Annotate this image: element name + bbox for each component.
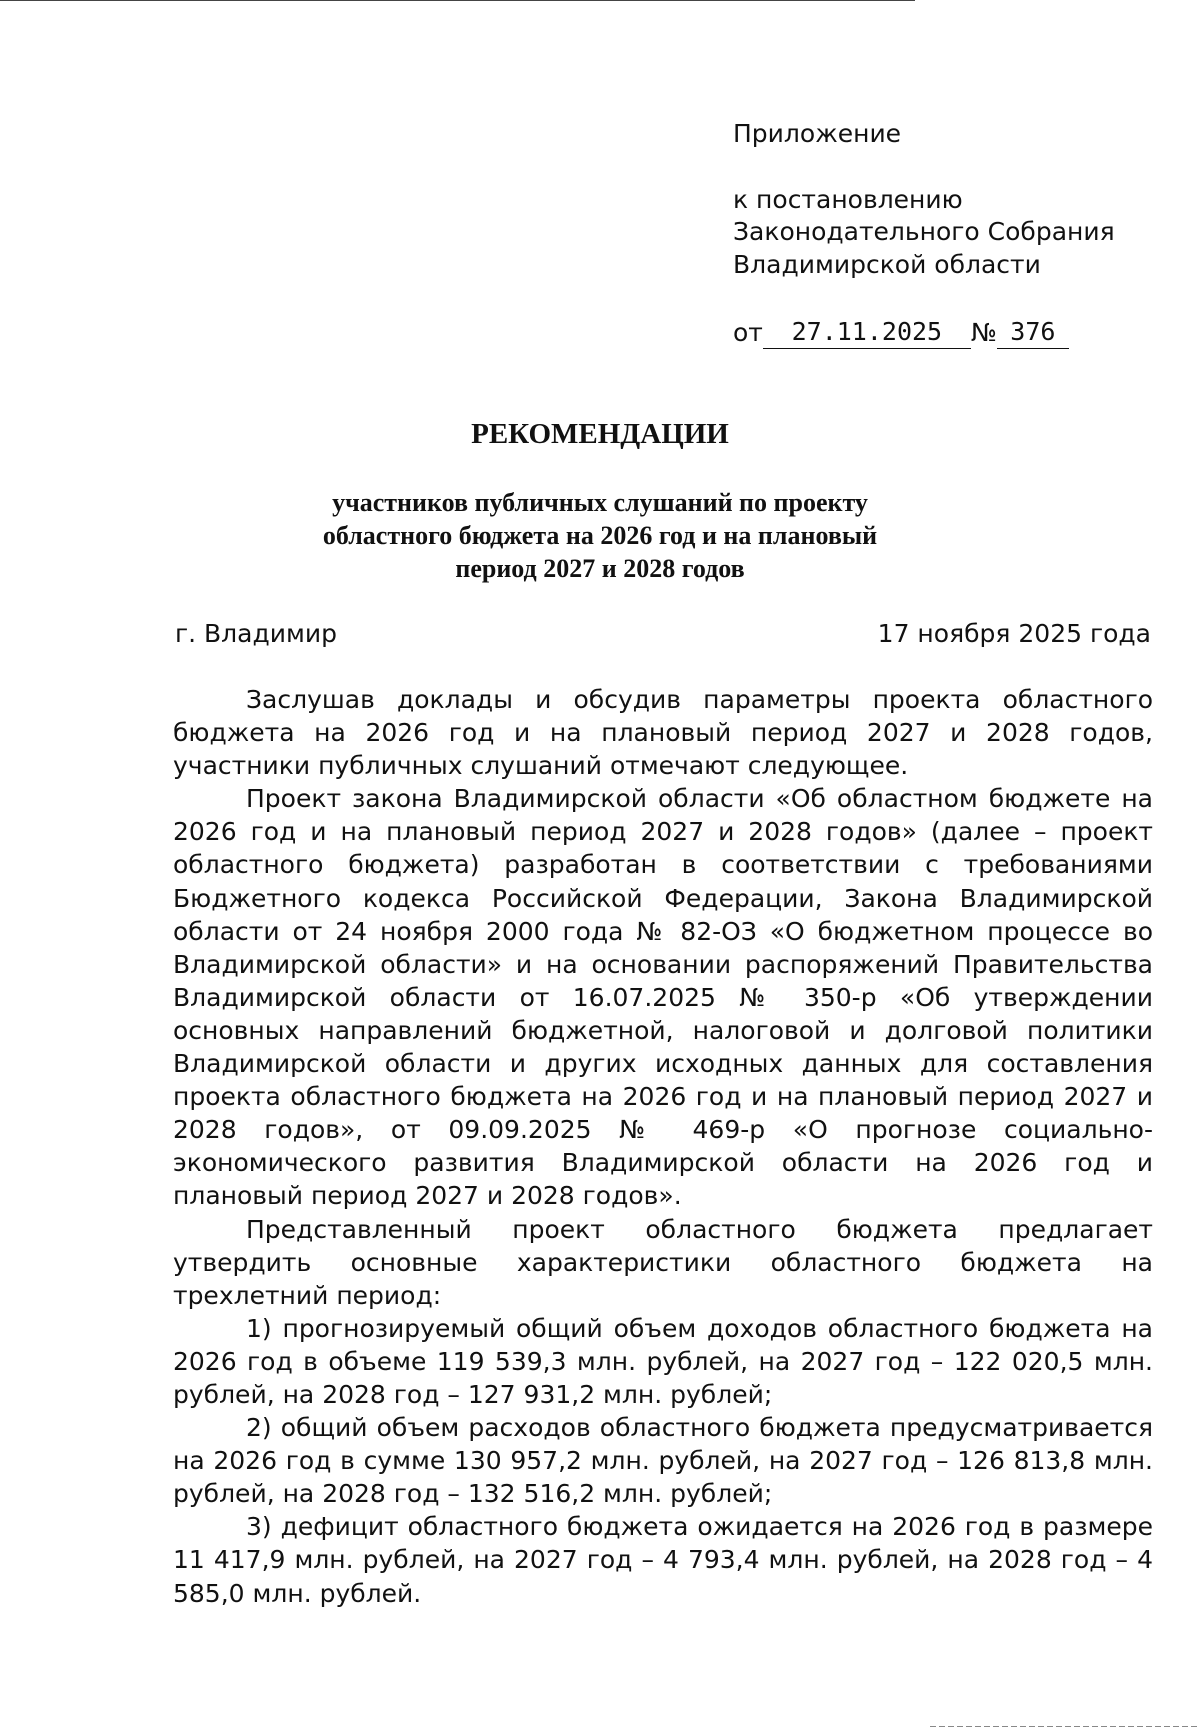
- paragraph-characteristics: Представленный проект областного бюджета предлагает утвердить основные характеристики областного бюджета на трехлетний период:: [173, 1214, 1153, 1310]
- resolution-date: 27.11.2025: [763, 316, 971, 349]
- paragraph-draft-law: Проект закона Владимирской области «Об областном бюджете на 2026 год и на плановый период 2027 и 2028 годов» (далее – проект областного бюджета) разработан в соответствии с требованиями Бюджетного кодекса Российской Федерации, Закона Владимирской области от 24 ноября 2000 года № 82-ОЗ «О бюджетном процессе во Владимирской области» и на основании распоряжений Правительства Владимирской области от 16.07.2025 № 350-р «Об утверждении основных направлений бюджетной, налоговой и долговой политики Владимирской области и других исходных данных для составления проекта областного бюджета на 2026 год и на плановый период 2027 и 2028 годов», от 09.09.2025 № 469-р «О прогнозе социально-экономического развития Владимирской области на 2026 год и плановый период 2027 и 2028 годов».: [173, 784, 1153, 1211]
- appendix-line-assembly: Законодательного Собрания: [733, 217, 1115, 246]
- appendix-heading: Приложение: [733, 119, 902, 148]
- document-title: РЕКОМЕНДАЦИИ: [471, 418, 729, 450]
- appendix-line-resolution: к постановлению: [733, 184, 963, 214]
- paragraph-expenditures: 2) общий объем расходов областного бюджета предусматривается на 2026 год в сумме 130 957,2 млн. рублей, на 2027 год – 126 813,8 млн. рублей, на 2028 год – 132 516,2 млн. рублей;: [173, 1413, 1153, 1509]
- document-subtitle: [300, 486, 900, 585]
- subtitle-line-2: областного бюджета на 2026 год и на плановый: [322, 521, 878, 550]
- resolution-date-row: [733, 316, 1069, 349]
- scan-edge-bottom: [930, 1726, 1200, 1727]
- resolution-number: 376: [997, 316, 1069, 349]
- appendix-block: [733, 118, 1133, 281]
- paragraph-intro: Заслушав доклады и обсудив параметры проекта областного бюджета на 2026 год и на плановый период 2027 и 2028 годов, участники публичных слушаний отмечают следующее.: [173, 685, 1153, 781]
- paragraph-revenues: 1) прогнозируемый общий объем доходов областного бюджета на 2026 год в объеме 119 539,3 млн. рублей, на 2027 год – 122 020,5 млн. рублей, на 2028 год – 127 931,2 млн. рублей;: [173, 1313, 1153, 1409]
- number-prefix: №: [970, 318, 997, 347]
- scan-edge-top: [0, 0, 915, 1]
- place-date-row: [175, 618, 1151, 650]
- document-body: [173, 683, 1153, 1610]
- document-date: 17 ноября 2025 года: [877, 619, 1151, 648]
- place: г. Владимир: [175, 619, 337, 648]
- subtitle-line-3: период 2027 и 2028 годов: [455, 554, 745, 583]
- paragraph-deficit: 3) дефицит областного бюджета ожидается на 2026 год в размере 11 417,9 млн. рублей, на 2027 год – 4 793,4 млн. рублей, на 2028 год – 4 585,0 млн. рублей.: [173, 1512, 1153, 1608]
- date-prefix: от: [733, 318, 763, 347]
- subtitle-line-1: участников публичных слушаний по проекту: [332, 488, 868, 517]
- appendix-line-region: Владимирской области: [733, 249, 1041, 279]
